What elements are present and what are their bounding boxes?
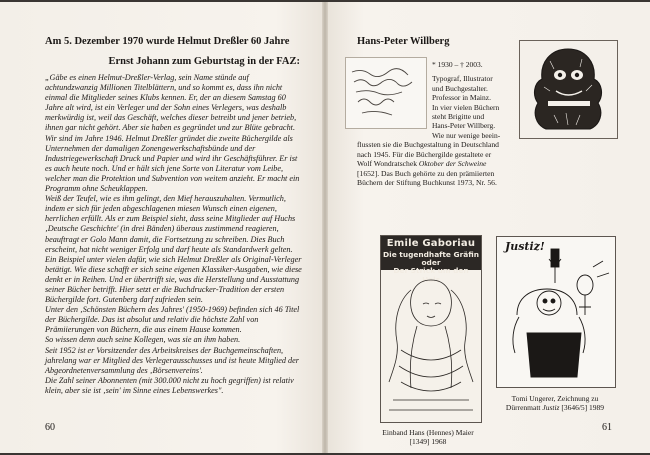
left-page-subheading: Ernst Johann zum Geburtstag in der FAZ: [108, 56, 300, 67]
portrait-illustration [519, 40, 618, 139]
signature-image [345, 57, 427, 129]
cover-title-line: oder [421, 258, 441, 268]
left-page-body [45, 73, 303, 396]
left-page-number: 60 [45, 422, 55, 433]
intro-line: Hans-Peter Willberg. [432, 121, 496, 131]
signature-drawing [346, 58, 426, 128]
hairy-figure-drawing [520, 41, 617, 138]
caption-reference: [3646/5] 1989 [561, 403, 605, 412]
caption-work-title: Justiz [542, 403, 560, 412]
bio-line: [1652]. Das Buch gehörte zu den prämiierten [357, 168, 495, 178]
body-paragraph: Weiß der Teufel, wie es ihm gelingt, den Mief herauszuhalten. Vermutlich, indem er sich für jeden abgeschlagenen miesen Wunsch einen eigenen, herrlichen erfüllt. Als er zum Beispiel sieht, dass seine Mitglieder auf Huchs ‚Deutsche Geschichte' (in drei Bänden) überaus zustimmend reagieren, beauftragt er Golo Mann damit, die Fortsetzung zu schreiben. Dies Buch erscheint, hat nicht weniger Erfolg und darf heute als Standardwerk gelten. Ein Beispiel unter vielen dafür, wie sich Helmut Dreßler als Original-Verleger betätigt. Wie diese schafft er sich seine eigenen Klassiker-Ausgaben, wie diese denkt er in Reihen. Und er übertrifft sie, was die Herstellung und Ausstattung seiner Bücher betrifft. Hier setzt er die Buchdrucker-Tradition der ersten Büchergilde fort. Gutenberg darf zufrieden sein. [45, 194, 302, 305]
bio-line: Büchern der Stiftung Buchkunst 1973, Nr. 56. [357, 178, 497, 188]
book-cover-image [380, 235, 482, 423]
intro-line: Typograf, Illustrator [432, 74, 493, 84]
intro-line: steht Brigitte und [432, 112, 485, 122]
body-paragraph: Unter den ‚Schönsten Büchern des Jahres' (1950-1969) befinden sich 46 Titel der Büchergilde. Das ist absolut und relativ die höchste Zahl von Prämiierungen von Büchern, die aus einem Hause kommen. [45, 305, 300, 335]
cover-title-band [381, 236, 481, 284]
caption-line: Tomi Ungerer, Zeichnung zu [511, 394, 599, 403]
ungerer-drawing [497, 237, 615, 387]
cover-title-line: Die tugendhafte Gräfin [383, 250, 479, 259]
cover-illustration [381, 270, 481, 422]
intro-line: Wie nur wenige beein- [432, 130, 501, 140]
intro-line: und Buchgestalter. [432, 83, 488, 93]
caption-book-cover [373, 428, 483, 446]
body-paragraph: Wir sind im Jahre 1946. Helmut Dreßler gründet die zweite Büchergilde als Unternehmen der damaligen Zonengewerkschaftsbünde und der Industriegewerkschaft Druck und Papier und wird ihr Geschäftsführer. Er ist es auch heute noch. Und er hält sich jene Sorte von Literatur vom Leibe, welcher man die Protektion und Subvention von weitem anzieht. Er macht ein Programm ohne Scheuklappen. [45, 133, 300, 194]
intro-line: Professor in Mainz. [432, 93, 491, 103]
caption-line: [1349] 1968 [409, 437, 447, 446]
bio-line [357, 159, 617, 169]
biography-meta [432, 60, 520, 140]
right-page-number: 61 [602, 422, 612, 433]
book-gutter [322, 2, 328, 453]
body-paragraph: Die Zahl seiner Abonnenten (mit 300.000 nicht zu hoch gegriffen) ist relativ klein, aber sie ist ‚sein' im Sinne eines Lebenswerkes". [45, 375, 294, 395]
biography-text [357, 140, 617, 188]
right-page-heading: Hans-Peter Willberg [357, 36, 450, 47]
bio-line: nach 1945. Für die Büchergilde gestaltete er [357, 149, 492, 159]
cover-author: Emile Gaboriau [386, 238, 476, 249]
body-paragraph: Seit 1952 ist er Vorsitzender des Arbeitskreises der Buchgemeinschaften, jahrelang war er Mitglied des Verlegerausschusses und ist heute Mitglied der Abgeordnetenversammlung des ‚Börsenvereins'. [45, 345, 299, 375]
caption-author: Dürrenmatt [505, 403, 541, 412]
left-page-heading: Am 5. Dezember 1970 wurde Helmut Dreßler 60 Jahre [45, 36, 290, 47]
bio-author: Wolf Wondratschek [357, 159, 418, 169]
poster-title: Justiz! [505, 240, 545, 253]
cover-title-line: Der Strick um den Hals [393, 266, 469, 284]
intro-line: In vier vielen Büchern [432, 102, 500, 112]
caption-line: Einband Hans (Hennes) Maier [382, 428, 474, 437]
poster-illustration [496, 236, 616, 388]
caption-poster [494, 394, 616, 412]
bio-line: flussten sie die Buchgestaltung in Deutschland [357, 140, 499, 149]
bio-book-title: Oktober der Schweine [418, 159, 487, 169]
dates: * 1930 – † 2003. [432, 60, 483, 69]
body-paragraph: „Gäbe es einen Helmut-Dreßler-Verlag, sein Name stünde auf achtundzwanzig Millionen Titelblättern, und so kommt es, dass ihn nicht einmal die Mitglieder seines Klubs kennen. Er, der an diesem Samstag 60 Jahre alt wird, ist ein Verleger und der Sohn eines Verlegers, was deshalb merkwürdig ist, weil das Geschäft, welches dieser betreibt und jener betrieb, ihnen gar nicht gehört. Aber sie haben es gegründet und zur Blüte gebracht. [45, 73, 297, 133]
body-paragraph: So wissen denn auch seine Kollegen, was sie an ihm haben. [45, 335, 241, 345]
caption-line [494, 403, 616, 412]
